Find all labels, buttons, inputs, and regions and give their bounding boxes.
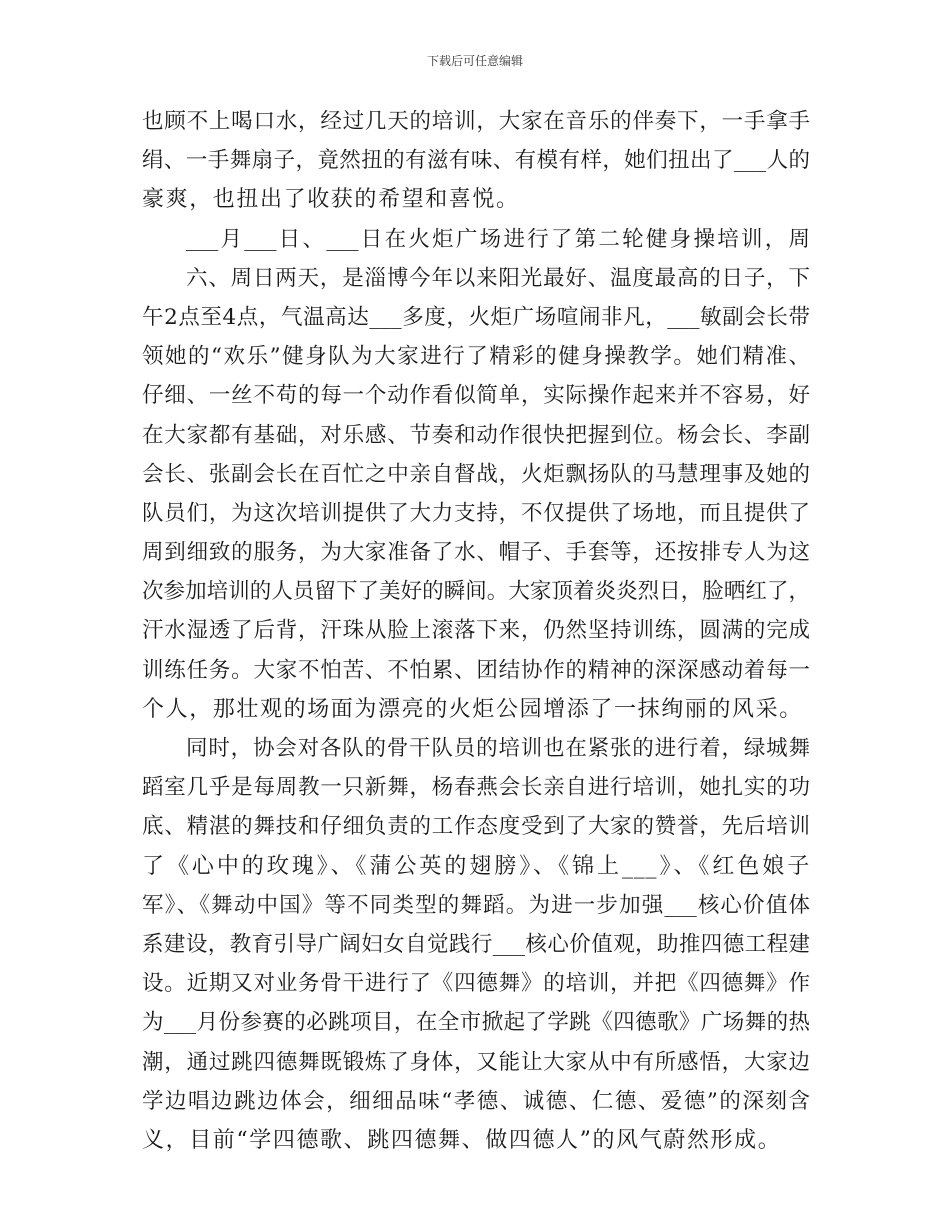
text-line: 汗水湿透了后背，汗珠从脸上滚落下来，仍然坚持训练，圆满的完成 <box>142 618 810 644</box>
text-line: 了《心中的玫瑰》、《蒲公英的翅膀》、《锦上___》、《红色娘子 <box>142 853 810 879</box>
page-header-note: 下载后可任意编辑 <box>426 54 523 68</box>
text-line: 义，目前“学四德歌、跳四德舞、做四德人”的风气蔚然形成。 <box>142 1127 782 1153</box>
text-line: 也顾不上喝口水，经过几天的培训，大家在音乐的伴奏下，一手拿手 <box>142 109 810 134</box>
text-line: 会长、张副会长在百忙之中亲自督战，火炬飘扬队的马慧理事及她的 <box>142 461 810 487</box>
document-body <box>142 102 810 1160</box>
paragraph-start: ___月___日、___日在火炬广场进行了第二轮健身操培训，周 <box>186 226 810 252</box>
text-line: 在大家都有基础，对乐感、节奏和动作很快把握到位。杨会长、李副 <box>142 422 810 448</box>
text-line: 学边唱边跳边体会，细细品味“孝德、诚德、仁德、爱德”的深刻含 <box>142 1088 810 1114</box>
text-line: 潮，通过跳四德舞既锻炼了身体，又能让大家从中有所感悟，大家边 <box>142 1049 810 1075</box>
text-line: 队员们，为这次培训提供了大力支持，不仅提供了场地，而且提供了 <box>142 500 810 526</box>
text-line: 底、精湛的舞技和仔细负责的工作态度受到了大家的赞誉，先后培训 <box>142 814 810 840</box>
text-line: 绢、一手舞扇子，竟然扭的有滋有味、有模有样，她们扭出了___人的 <box>142 148 810 174</box>
text-line: 蹈室几乎是每周教一只新舞，杨春燕会长亲自进行培训，她扎实的功 <box>142 775 810 801</box>
text-line: 仔细、一丝不苟的每一个动作看似简单，实际操作起来并不容易，好 <box>142 383 810 409</box>
text-line: 设。近期又对业务骨干进行了《四德舞》的培训，并把《四德舞》作 <box>142 971 810 997</box>
paragraph-start: 同时，协会对各队的骨干队员的培训也在紧张的进行着，绿城舞 <box>186 736 810 761</box>
text-line: 六、周日两天，是淄博今年以来阳光最好、温度最高的日子，下 <box>186 265 810 291</box>
text-line: 系建设，教育引导广阔妇女自觉践行___核心价值观，助推四德工程建 <box>142 931 810 957</box>
text-line: 豪爽，也扭出了收获的希望和喜悦。 <box>142 187 520 213</box>
text-line: 个人，那壮观的场面为漂亮的火炬公园增添了一抹绚丽的风采。 <box>142 696 803 722</box>
text-line: 午2点至4点，气温高达___多度，火炬广场喧闹非凡，___敏副会长带 <box>142 304 810 330</box>
text-line: 训练任务。大家不怕苦、不怕累、团结协作的精神的深深感动着每一 <box>142 657 810 683</box>
text-line: 为___月份参赛的必跳项目，在全市掀起了学跳《四德歌》广场舞的热 <box>142 1010 810 1036</box>
text-line: 领她的“欢乐”健身队为大家进行了精彩的健身操教学。她们精准、 <box>142 344 810 370</box>
text-line: 次参加培训的人员留下了美好的瞬间。大家顶着炎炎烈日，脸晒红了， <box>142 579 810 605</box>
text-line: 周到细致的服务，为大家准备了水、帽子、手套等，还按排专人为这 <box>142 540 810 566</box>
text-line: 军》、《舞动中国》等不同类型的舞蹈。为进一步加强___核心价值体 <box>142 892 810 918</box>
